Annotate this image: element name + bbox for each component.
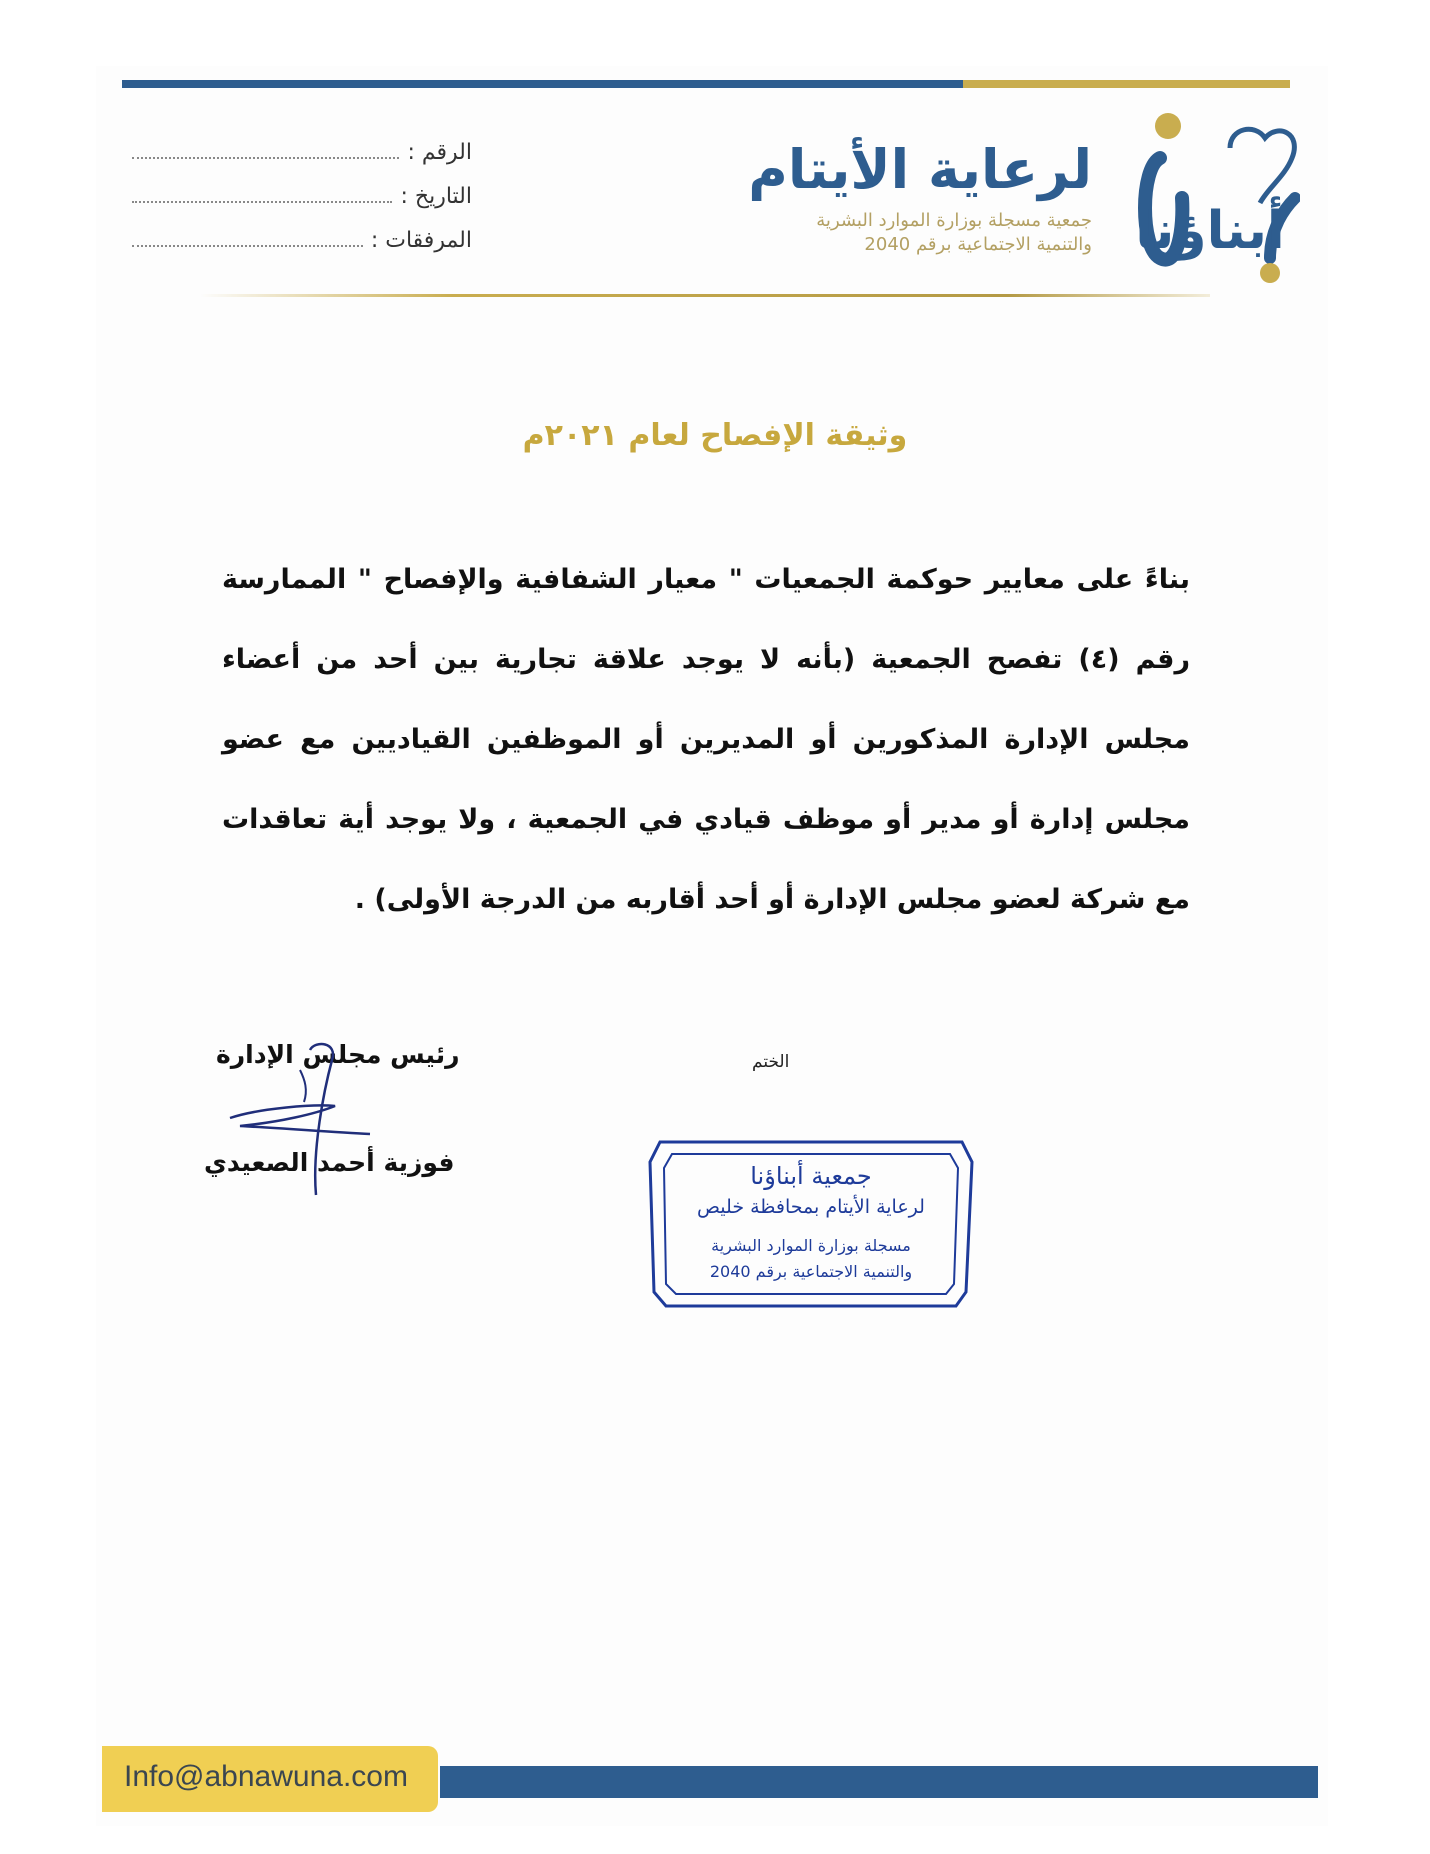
attachments-field bbox=[132, 228, 472, 272]
number-field bbox=[132, 140, 472, 184]
date-dots bbox=[132, 200, 392, 203]
header-bottom-rule bbox=[200, 294, 1210, 297]
org-name: لرعاية الأيتام bbox=[748, 138, 1092, 201]
meta-fields bbox=[132, 140, 472, 272]
header-top-rule bbox=[122, 80, 1290, 88]
svg-text:أبناؤنا: أبناؤنا bbox=[1135, 201, 1285, 261]
stamp-line-2: لرعاية الأيتام بمحافظة خليص bbox=[697, 1196, 925, 1218]
date-field bbox=[132, 184, 472, 228]
disclosure-paragraph: بناءً على معايير حوكمة الجمعيات " معيار الشفافية والإفصاح " الممارسة رقم (٤) تفصح الجمعية (بأنه لا يوجد علاقة تجارية بين أحد من أعضاء مجلس الإدارة المذكورين أو المديرين أو الموظفين القياديين مع عضو مجلس إدارة أو مدير أو موظف قيادي في الجمعية ، ولا يوجد أية تعاقدات مع شركة لعضو مجلس الإدارة أو أحد أقاربه من الدرجة الأولى) . bbox=[222, 564, 1190, 915]
footer-bar bbox=[440, 1766, 1318, 1798]
number-dots bbox=[132, 156, 399, 159]
stamp-line-4: والتنمية الاجتماعية برقم 2040 bbox=[709, 1262, 913, 1281]
org-sub-line-1: جمعية مسجلة بوزارة الموارد البشرية bbox=[816, 210, 1092, 231]
number-label: الرقم : bbox=[407, 140, 472, 165]
footer-email[interactable]: Info@abnawuna.com bbox=[124, 1760, 408, 1793]
document-page bbox=[96, 66, 1328, 1826]
signatory-name: فوزية أحمد الصعيدي bbox=[204, 1148, 455, 1177]
stamp-line-3: مسجلة بوزارة الموارد البشرية bbox=[711, 1236, 911, 1255]
stamp-label: الختم bbox=[752, 1052, 790, 1072]
stamp-line-1: جمعية أبناؤنا bbox=[750, 1162, 872, 1190]
org-sub-line-2: والتنمية الاجتماعية برقم 2040 bbox=[864, 234, 1092, 255]
attachments-label: المرفقات : bbox=[370, 228, 472, 253]
heart-logo-icon bbox=[1120, 108, 1300, 288]
handwritten-signature bbox=[220, 1030, 390, 1200]
document-title: وثيقة الإفصاح لعام ٢٠٢١م bbox=[522, 418, 908, 453]
signatory-title: رئيس مجلس الإدارة bbox=[216, 1040, 460, 1069]
organization-stamp bbox=[640, 1132, 982, 1314]
date-label: التاريخ : bbox=[400, 184, 472, 209]
attachments-dots bbox=[132, 244, 363, 247]
